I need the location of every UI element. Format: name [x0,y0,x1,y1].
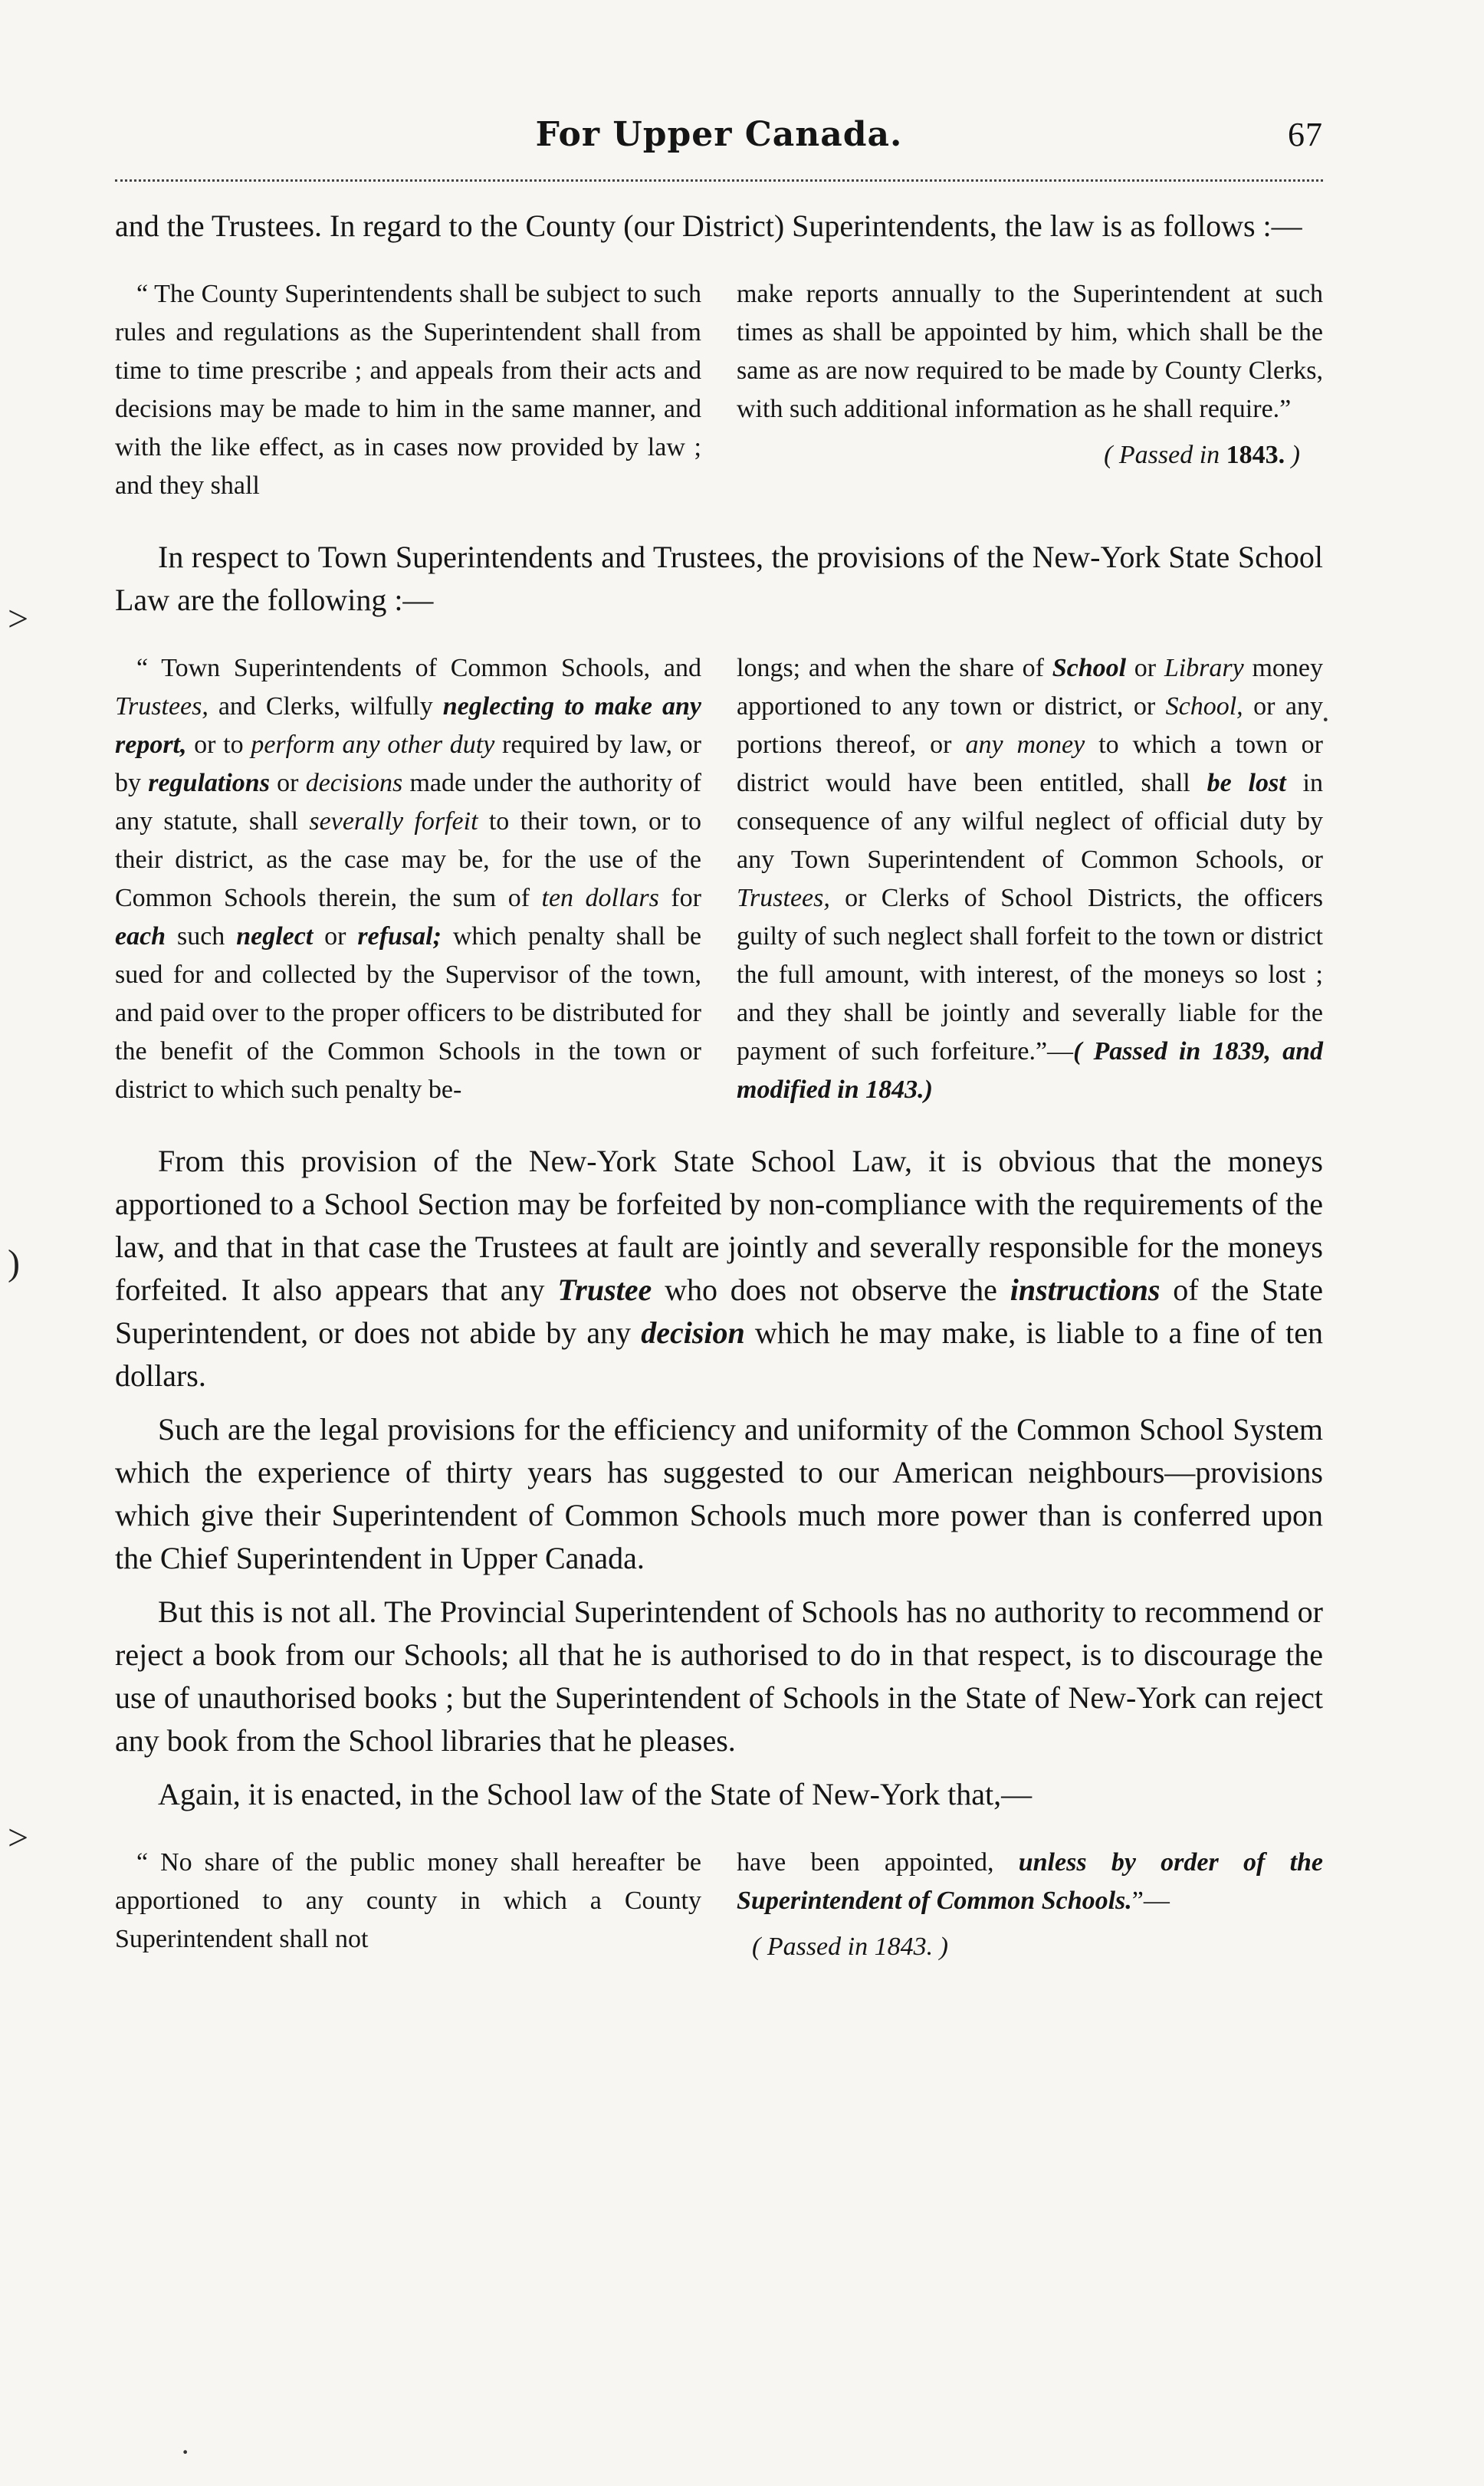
quote-column-left [115,1844,701,1966]
quote-text: make reports annually to the Superintendent at such times as shall be appointed by him, which shall be the same as are now required to be made by County Clerks, with such additional information as he shall require.” [737,280,1323,423]
em-run: severally forfeit [309,807,478,836]
running-title: For Upper Canada. [535,115,903,154]
text-run: to their town, or to their district, as the case may be, for the use of the Common Schools therein, the sum of [115,807,701,912]
text-run: ”— [1131,1887,1170,1915]
passed-note: ( Passed in 1839, and modified in 1843.) [737,1037,1323,1104]
quote-text [737,654,1323,1104]
passed-year: 1843. [1226,441,1285,469]
em-run: refusal; [357,922,442,951]
em-run: Trustees, [737,884,830,912]
text-run: or [1126,654,1164,682]
running-head [115,115,1323,169]
em-run: decision [641,1315,745,1350]
em-run: decisions [305,769,403,797]
text-run: to which a town or district would have been entitled, shall [737,731,1324,797]
em-run: instructions [1010,1273,1161,1307]
paragraph-3 [115,1140,1323,1397]
margin-mark: ) [8,1243,20,1283]
em-run: perform any other duty [251,731,495,759]
text-run: and Clerks, wilfully [208,692,443,721]
em-run: regulations [148,769,270,797]
passed-note: ( Passed in 1843. ) [752,1933,948,1961]
passed-prefix: ( Passed in [1104,441,1226,469]
text-run: or [269,769,306,797]
em-run: ten dollars [541,884,659,912]
em-run: neglecting to make any report, [115,692,701,759]
margin-mark: ˃ [8,599,29,639]
stray-dot: · [1320,702,1331,737]
quote-column-left [115,275,701,505]
quote-text [115,649,701,1109]
text-run: From this provision of the New-York State School Law, it is obvious that the moneys apportioned to a School Section may be forfeited by non-compliance with the requirements of the law, and that in that case the Trustees at fault are jointly and severally responsible for the moneys forfeited. It also appears that any [115,1144,1323,1307]
quote-column-left [115,649,701,1109]
quote-text: “ No share of the public money shall hereafter be apportioned to any county in which a County Superintendent shall not [115,1848,701,1953]
quote-block-county-superintendents [115,275,1323,505]
quote-block-county-apportionment [115,1844,1323,1966]
em-run: Library [1164,654,1244,682]
text-run: who does not observe the [652,1273,1010,1307]
paragraph-5: But this is not all. The Provincial Superintendent of Schools has no authority to recommend or reject a book from our Schools; all that he is authorised to do in that respect, is to discourage the use of unauthorised books ; but the Superintendent of Schools in the State of New-York can reject any book from the School libraries that he pleases. [115,1594,1323,1758]
passed-suffix: ) [1285,441,1300,469]
quote-text [737,1848,1323,1915]
paragraph-2: In respect to Town Superintendents and Trustees, the provisions of the New-York State School Law are the following :— [115,540,1323,617]
text-run: or Clerks of School Districts, the officers guilty of such neglect shall forfeit to the town or district the full amount, with interest, of the moneys so lost ; and they shall be jointly and severally liable for the payment of such forfeiture.”— [737,884,1323,1066]
text-run: for [658,884,701,912]
text-run: or to [186,731,251,759]
text-run: made under the authority of any statute, shall [115,769,701,836]
em-run: School, [1165,692,1243,721]
text-run: of the State Superintendent, or does not abide by any [115,1273,1323,1350]
quote-column-right [737,649,1323,1109]
text-run: required by law, or by [115,731,702,797]
text-run: which penalty shall be sued for and collected by the Supervisor of the town, and paid over to the proper officers to be distributed for the benefit of the Common Schools in the town or district to which such penalty be- [115,922,701,1104]
text-run: which he may make, is liable to a fine of ten dollars. [115,1315,1324,1393]
em-run: Trustees, [115,692,208,721]
em-run: each [115,922,166,951]
page-number: 67 [1288,116,1323,153]
em-run: be lost [1207,769,1286,797]
text-run: “ Town Superintendents of Common Schools, and [136,654,701,682]
em-run: neglect [236,922,314,951]
passed-note [737,436,1323,475]
stray-dot: · [180,2435,191,2469]
text-run: have been appointed, [737,1848,1019,1877]
text-run: or any portions thereof, or [737,692,1323,759]
text-run: or [313,922,358,951]
header-rule [115,179,1323,182]
quote-column-right [737,275,1323,505]
text-run: in consequence of any wilful neglect of official duty by any Town Superintendent of Common Schools, or [737,769,1323,874]
quote-column-right [737,1844,1323,1966]
em-run: School [1052,654,1127,682]
paragraph-6: Again, it is enacted, in the School law of the State of New-York that,— [158,1777,1033,1811]
quote-block-town-superintendents [115,649,1323,1109]
paragraph-1: and the Trustees. In regard to the County (our District) Superintendents, the law is as follows :— [115,209,1302,243]
text-run: money apportioned to any town or district, or [737,654,1323,721]
text-run: such [166,922,237,951]
em-run: unless by order of the Superintendent of Common Schools. [737,1848,1324,1915]
em-run: Trustee [557,1273,652,1307]
margin-mark: ˃ [8,1818,29,1858]
quote-text: “ The County Superintendents shall be subject to such rules and regulations as the Superintendent shall from time to time prescribe ; and appeals from their acts and decisions may be made to him in the same manner, and with the like effect, as in cases now provided by law ; and they shall [115,280,701,500]
paragraph-4: Such are the legal provisions for the efficiency and uniformity of the Common School System which the experience of thirty years has suggested to our American neighbours—provisions which give their Superintendent of Common Schools much more power than is conferred upon the Chief Superintendent in Upper Canada. [115,1412,1323,1575]
text-run: longs; and when the share of [737,654,1052,682]
em-run: any money [965,731,1085,759]
